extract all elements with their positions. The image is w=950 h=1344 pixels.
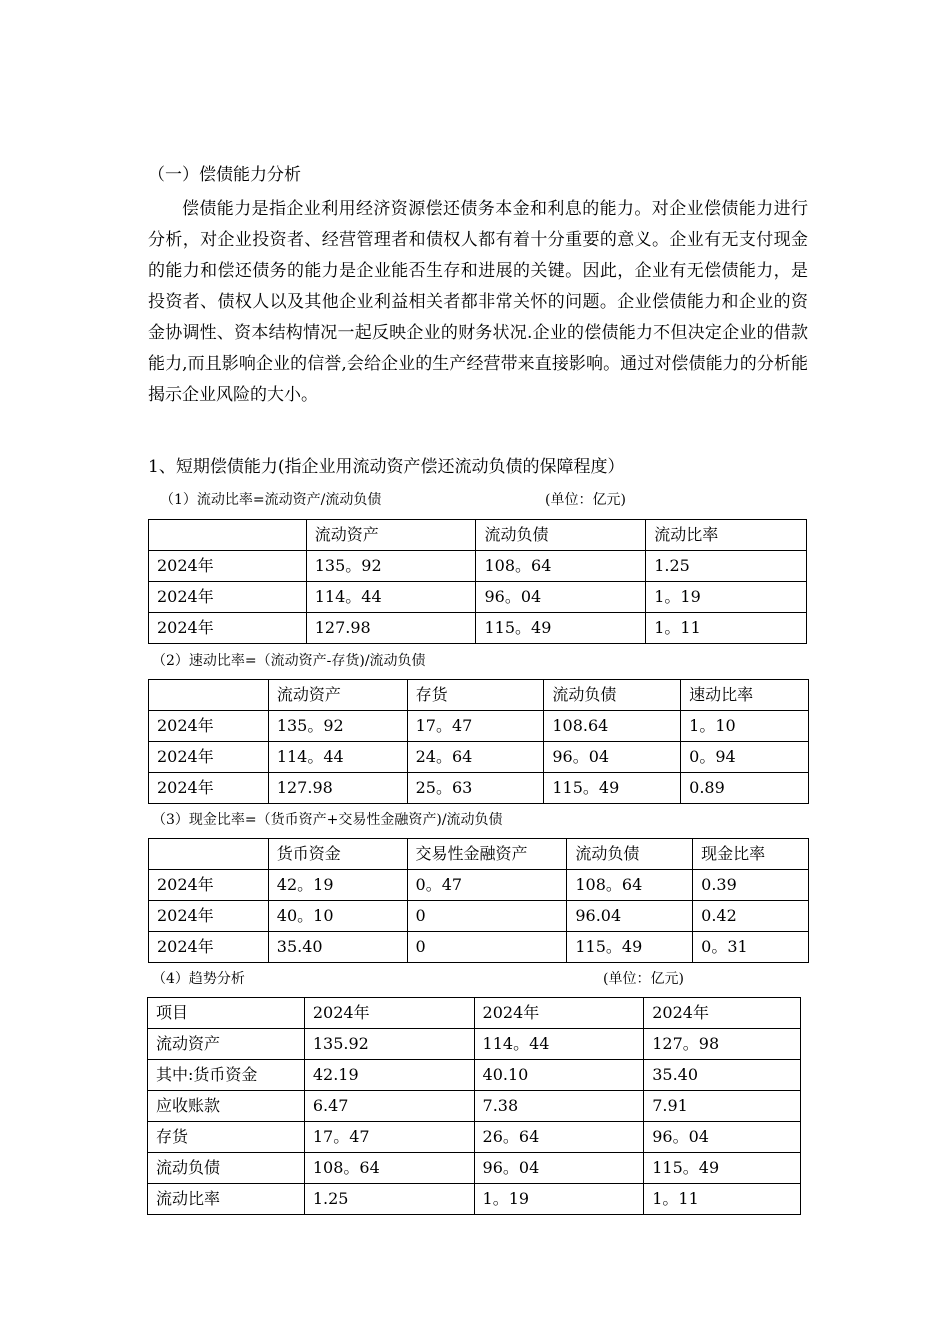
table-cell: 2024年 xyxy=(149,932,269,963)
table-cell: 2024年 xyxy=(149,582,307,613)
table1-unit: (单位：亿元) xyxy=(545,492,626,508)
header-cell xyxy=(149,839,269,870)
table-cell: 127.98 xyxy=(306,613,476,644)
table-cell: 17。47 xyxy=(407,711,544,742)
table4-caption: （4）趋势分析 xyxy=(152,971,245,987)
table-cell: 135。92 xyxy=(268,711,407,742)
table-cell: 0 xyxy=(407,932,567,963)
header-cell: 2024年 xyxy=(304,998,474,1029)
table-cell: 127.98 xyxy=(268,773,407,804)
section-title: （一）偿债能力分析 xyxy=(148,165,301,185)
table-row xyxy=(148,1153,801,1184)
table-cell: 135。92 xyxy=(306,551,476,582)
header-cell: 流动负债 xyxy=(544,680,681,711)
table-row xyxy=(148,1029,801,1060)
table-cell: 96。04 xyxy=(474,1153,644,1184)
table-cell: 108。64 xyxy=(567,870,693,901)
table-row xyxy=(149,870,809,901)
table-header-row xyxy=(148,998,801,1029)
table-cell: 24。64 xyxy=(407,742,544,773)
table-cell: 1。19 xyxy=(646,582,807,613)
table-row xyxy=(149,901,809,932)
table-cell: 127。98 xyxy=(644,1029,801,1060)
table-cell: 115。49 xyxy=(644,1153,801,1184)
table-cell: 0。94 xyxy=(681,742,809,773)
header-cell: 现金比率 xyxy=(693,839,809,870)
cash-ratio-table xyxy=(148,838,809,963)
header-cell: 货币资金 xyxy=(268,839,407,870)
current-ratio-table xyxy=(148,519,807,644)
table-row xyxy=(148,1091,801,1122)
table-cell: 0.39 xyxy=(693,870,809,901)
table-cell: 2024年 xyxy=(149,551,307,582)
header-cell: 流动负债 xyxy=(567,839,693,870)
table-cell: 7.91 xyxy=(644,1091,801,1122)
header-cell: 流动资产 xyxy=(306,520,476,551)
header-cell: 速动比率 xyxy=(681,680,809,711)
header-cell: 2024年 xyxy=(474,998,644,1029)
quick-ratio-table xyxy=(148,679,809,804)
table-cell: 2024年 xyxy=(149,870,269,901)
table-cell: 0。47 xyxy=(407,870,567,901)
table4-unit: (单位：亿元) xyxy=(603,971,684,987)
table-cell: 17。47 xyxy=(304,1122,474,1153)
table-cell: 2024年 xyxy=(149,742,269,773)
table-cell: 0.42 xyxy=(693,901,809,932)
table-cell: 40。10 xyxy=(268,901,407,932)
table-cell: 2024年 xyxy=(149,711,269,742)
table-cell: 2024年 xyxy=(149,613,307,644)
table-row xyxy=(149,613,807,644)
table-header-row xyxy=(149,680,809,711)
table-cell: 114。44 xyxy=(268,742,407,773)
table-header-row xyxy=(149,839,809,870)
table-row xyxy=(149,932,809,963)
table-cell: 42.19 xyxy=(304,1060,474,1091)
table-cell: 1。10 xyxy=(681,711,809,742)
header-cell: 2024年 xyxy=(644,998,801,1029)
table-cell: 115。49 xyxy=(476,613,646,644)
table-cell: 0。31 xyxy=(693,932,809,963)
table-cell: 其中:货币资金 xyxy=(148,1060,305,1091)
table-cell: 0.89 xyxy=(681,773,809,804)
table2-caption: （2）速动比率=（流动资产-存货)/流动负债 xyxy=(152,653,426,669)
table-row xyxy=(149,742,809,773)
table-cell: 135.92 xyxy=(304,1029,474,1060)
table-cell: 96.04 xyxy=(567,901,693,932)
header-cell xyxy=(149,520,307,551)
table-cell: 0 xyxy=(407,901,567,932)
table-cell: 108。64 xyxy=(476,551,646,582)
table-header-row xyxy=(149,520,807,551)
header-cell xyxy=(149,680,269,711)
table-cell: 1.25 xyxy=(304,1184,474,1215)
table-cell: 1。11 xyxy=(644,1184,801,1215)
table-row xyxy=(148,1184,801,1215)
table-cell: 1。11 xyxy=(646,613,807,644)
table-cell: 42。19 xyxy=(268,870,407,901)
table-row xyxy=(148,1122,801,1153)
table-cell: 40.10 xyxy=(474,1060,644,1091)
header-cell: 存货 xyxy=(407,680,544,711)
table-cell: 7.38 xyxy=(474,1091,644,1122)
header-cell: 流动负债 xyxy=(476,520,646,551)
table-cell: 35.40 xyxy=(644,1060,801,1091)
table-cell: 2024年 xyxy=(149,773,269,804)
table-cell: 114。44 xyxy=(306,582,476,613)
table-row xyxy=(148,1060,801,1091)
trend-analysis-table xyxy=(147,997,801,1215)
table-cell: 96。04 xyxy=(544,742,681,773)
table-cell: 115。49 xyxy=(544,773,681,804)
intro-paragraph: 偿债能力是指企业利用经济资源偿还债务本金和利息的能力。对企业偿债能力进行分析，对企业投资者、经营管理者和债权人都有着十分重要的意义。企业有无支付现金的能力和偿还债务的能力是企业能否生存和进展的关键。因此，企业有无偿债能力，是投资者、债权人以及其他企业利益相关者都非常关怀的问题。企业偿债能力和企业的资金协调性、资本结构情况一起反映企业的财务状况.企业的偿债能力不但决定企业的借款能力,而且影响企业的信誉,会给企业的生产经营带来直接影响。通过对偿债能力的分析能揭示企业风险的大小。 xyxy=(148,199,808,405)
table-row xyxy=(149,582,807,613)
table-row xyxy=(149,773,809,804)
table1-caption: （1）流动比率=流动资产/流动负债 xyxy=(160,492,382,508)
table-cell: 流动负债 xyxy=(148,1153,305,1184)
table-cell: 1.25 xyxy=(646,551,807,582)
table-cell: 35.40 xyxy=(268,932,407,963)
header-cell: 交易性金融资产 xyxy=(407,839,567,870)
header-cell: 项目 xyxy=(148,998,305,1029)
table-row xyxy=(149,551,807,582)
table-cell: 流动比率 xyxy=(148,1184,305,1215)
table-cell: 25。63 xyxy=(407,773,544,804)
table-cell: 流动资产 xyxy=(148,1029,305,1060)
table-row xyxy=(149,711,809,742)
table-cell: 108。64 xyxy=(304,1153,474,1184)
table3-caption: （3）现金比率=（货币资产+交易性金融资产)/流动负债 xyxy=(152,812,503,828)
table-cell: 2024年 xyxy=(149,901,269,932)
table-cell: 114。44 xyxy=(474,1029,644,1060)
table-cell: 1。19 xyxy=(474,1184,644,1215)
table-cell: 6.47 xyxy=(304,1091,474,1122)
table-cell: 应收账款 xyxy=(148,1091,305,1122)
table-cell: 96。04 xyxy=(644,1122,801,1153)
table-cell: 存货 xyxy=(148,1122,305,1153)
short-term-title: 1、短期偿债能力(指企业用流动资产偿还流动负债的保障程度） xyxy=(148,457,625,477)
table-cell: 96。04 xyxy=(476,582,646,613)
table-cell: 108.64 xyxy=(544,711,681,742)
header-cell: 流动比率 xyxy=(646,520,807,551)
header-cell: 流动资产 xyxy=(268,680,407,711)
table-cell: 115。49 xyxy=(567,932,693,963)
table-cell: 26。64 xyxy=(474,1122,644,1153)
